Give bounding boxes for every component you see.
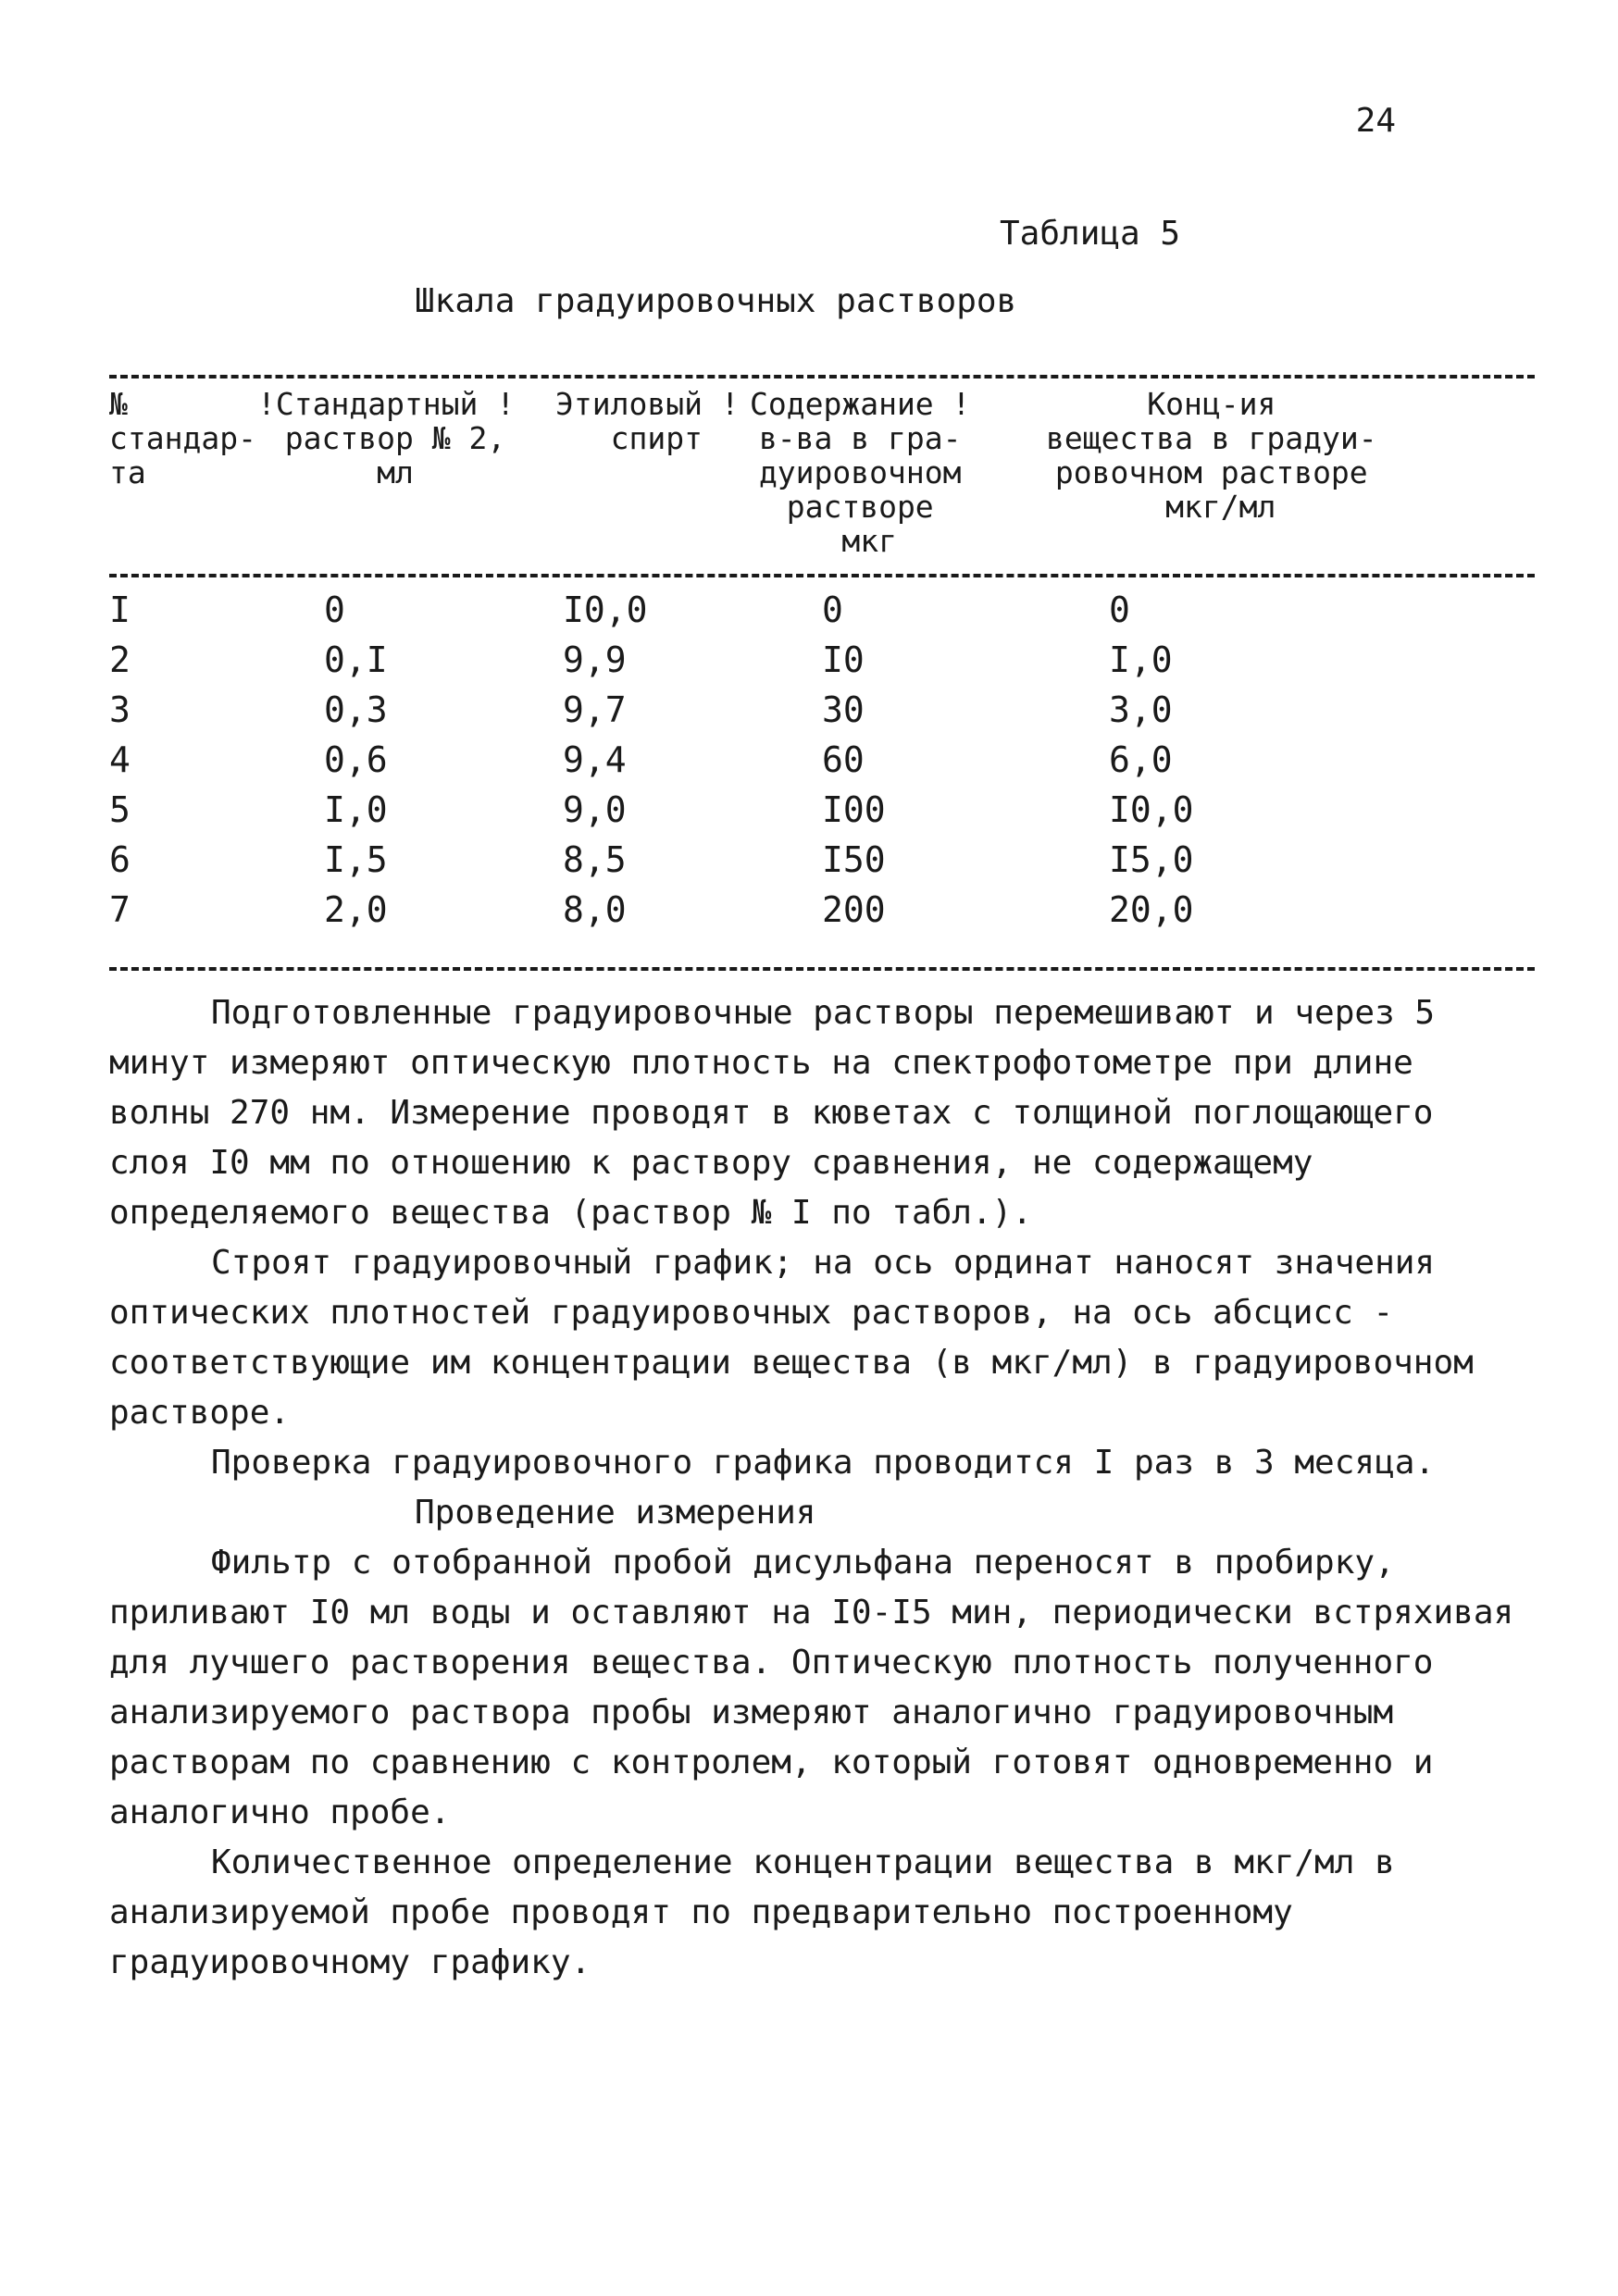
cell-ethyl-alcohol: 9,7: [563, 689, 627, 730]
table-row: [109, 785, 1498, 835]
cell-ethyl-alcohol: 8,0: [563, 889, 627, 930]
cell-substance-content: 200: [822, 889, 886, 930]
cell-standard-solution: 0,6: [324, 739, 388, 780]
cell-standard-number: I: [109, 590, 131, 630]
cell-ethyl-alcohol: 9,4: [563, 739, 627, 780]
cell-standard-solution: 2,0: [324, 889, 388, 930]
section-heading: Проведение измерения: [415, 1494, 816, 1532]
table-title: Шкала градуировочных растворов: [415, 282, 1017, 320]
table-row: [109, 635, 1498, 685]
table-row: [109, 685, 1498, 735]
paragraph-calibration-graph: Строят градуировочный график; на ось ординат наносят значения оптических плотностей градуировочных растворов, на ось абсцисс - соответствующие им концентрации вещества (в мкг/мл) в градуировочном растворе.: [109, 1244, 1474, 1432]
cell-substance-content: I0: [822, 639, 865, 680]
cell-standard-number: 4: [109, 739, 131, 780]
table-label: Таблица 5: [1000, 215, 1181, 253]
cell-standard-solution: 0,3: [324, 689, 388, 730]
table-row: [109, 835, 1498, 885]
cell-substance-content: 0: [822, 590, 843, 630]
cell-concentration: I,0: [1109, 639, 1173, 680]
cell-standard-number: 5: [109, 789, 131, 830]
table-body: [109, 585, 1498, 935]
header-standard-number: № стандар- та: [109, 386, 256, 490]
cell-concentration: I0,0: [1109, 789, 1194, 830]
cell-standard-number: 7: [109, 889, 131, 930]
cell-ethyl-alcohol: 9,9: [563, 639, 627, 680]
cell-substance-content: I00: [822, 789, 886, 830]
body-text: [109, 988, 1525, 1988]
paragraph-graph-check: Проверка градуировочного графика проводится I раз в 3 месяца.: [211, 1444, 1436, 1482]
table-row: [109, 585, 1498, 635]
paragraph-measurement: Фильтр с отобранной пробой дисульфана переносят в пробирку, приливают I0 мл воды и оставляют на I0-I5 мин, периодически встряхивая для лучшего растворения вещества. Оптическую плотность полученного анализируемого раствора пробы измеряют аналогично градуировочным растворам по сравнению с контролем, который готовят одновременно и аналогично пробе.: [109, 1544, 1514, 1831]
cell-standard-number: 2: [109, 639, 131, 680]
cell-concentration: 0: [1109, 590, 1130, 630]
cell-standard-solution: 0: [324, 590, 345, 630]
cell-standard-number: 3: [109, 689, 131, 730]
table-top-rule: [109, 375, 1535, 379]
table-bottom-rule: [109, 967, 1535, 971]
paragraph-preparation: Подготовленные градуировочные растворы перемешивают и через 5 минут измеряют оптическую плотность на спектрофотометре при длине волны 270 нм. Измерение проводят в кюветах с толщиной поглощающего слоя I0 мм по отношению к раствору сравнения, не содержащему определяемого вещества (раствор № I по табл.).: [109, 994, 1436, 1232]
cell-substance-content: 30: [822, 689, 865, 730]
cell-substance-content: I50: [822, 839, 886, 880]
page-number: 24: [1355, 102, 1396, 140]
table-row: [109, 735, 1498, 785]
cell-concentration: 6,0: [1109, 739, 1173, 780]
cell-concentration: 20,0: [1109, 889, 1194, 930]
cell-standard-number: 6: [109, 839, 131, 880]
cell-ethyl-alcohol: I0,0: [563, 590, 648, 630]
table-header-rule: [109, 574, 1535, 577]
cell-concentration: I5,0: [1109, 839, 1194, 880]
cell-concentration: 3,0: [1109, 689, 1173, 730]
header-substance-content: Содержание ! в-ва в гра- дуировочном растворе мкг: [750, 386, 971, 559]
paragraph-quantification: Количественное определение концентрации вещества в мкг/мл в анализируемой пробе проводят по предварительно построенному градуировочному графику.: [109, 1843, 1395, 1981]
table-row: [109, 885, 1498, 935]
cell-substance-content: 60: [822, 739, 865, 780]
header-ethyl-alcohol: Этиловый ! спирт: [555, 386, 740, 456]
header-concentration: Конц-ия вещества в градуи- ровочном растворе мкг/мл: [1046, 386, 1377, 525]
cell-ethyl-alcohol: 9,0: [563, 789, 627, 830]
cell-standard-solution: I,0: [324, 789, 388, 830]
header-standard-solution: !Стандартный ! раствор № 2, мл: [257, 386, 516, 490]
cell-standard-solution: 0,I: [324, 639, 388, 680]
cell-ethyl-alcohol: 8,5: [563, 839, 627, 880]
cell-standard-solution: I,5: [324, 839, 388, 880]
